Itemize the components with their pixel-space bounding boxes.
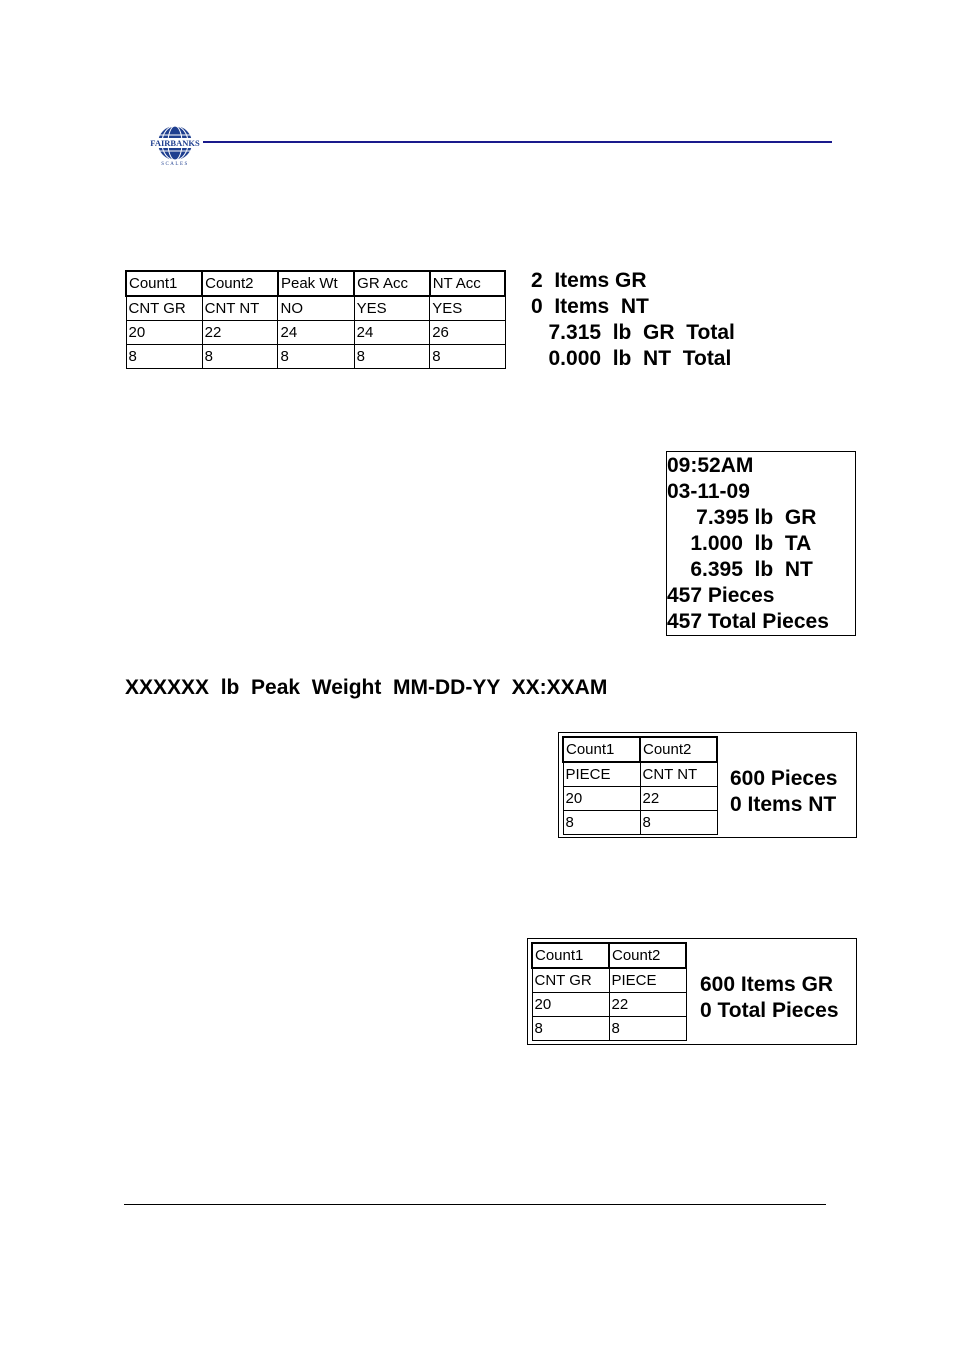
table-cell: 24 [278,321,354,345]
table-header-cell: Peak Wt [278,271,354,296]
ticket-total-pieces: 457 Total Pieces [667,610,829,633]
table-row [126,345,505,369]
output-line: 7.315 lb GR Total [531,321,735,344]
fairbanks-logo [143,124,207,166]
table-cell: CNT NT [640,762,717,787]
setup-table-2 [562,736,718,835]
output-line: 600 Pieces [730,767,838,790]
setup-table-1 [125,270,506,369]
summary-output-3 [700,972,839,1024]
table-cell: 8 [609,1017,686,1041]
table-cell: 8 [354,345,430,369]
table-cell: 24 [354,321,430,345]
table-cell: 8 [532,1017,609,1041]
table-cell: 20 [563,787,640,811]
ticket-pieces: 457 Pieces [667,584,775,607]
logo-subtext: SCALES [161,162,189,166]
table-cell: 22 [202,321,278,345]
table-cell: 22 [640,787,717,811]
summary-output-2 [730,766,837,818]
ticket-date: 03-11-09 [667,480,750,503]
header-rule [203,141,832,143]
example-panel-3 [527,938,857,1045]
table-header-cell: NT Acc [430,271,505,296]
table-cell: CNT GR [532,968,609,993]
table-cell: 26 [430,321,505,345]
table-header-cell: Count2 [609,943,686,968]
footer-rule [124,1204,826,1205]
ticket-lines [667,453,829,635]
peak-weight-format: XXXXXX lb Peak Weight MM-DD-YY XX:XXAM [125,676,608,699]
table-cell: 8 [126,345,202,369]
example-panel-2 [558,732,857,838]
table-cell: NO [278,296,354,321]
output-line: 600 Items GR [700,973,834,996]
table-cell: PIECE [563,762,640,787]
table-cell: CNT NT [202,296,278,321]
table-cell: 8 [278,345,354,369]
setup-table-3 [531,942,687,1041]
table-row [532,993,686,1017]
table-header-cell: Count1 [563,737,640,762]
table-cell: 22 [609,993,686,1017]
ticket-tare: 1.000 lb TA [667,532,812,555]
table-header-cell: Count1 [532,943,609,968]
table-row [532,968,686,993]
table-header-row [532,943,686,968]
table-row [532,1017,686,1041]
table-cell: YES [354,296,430,321]
table-cell: YES [430,296,505,321]
logo-text: FAIRBANKS [150,138,200,148]
table-cell: 8 [640,811,717,835]
output-line: 0 Items NT [531,295,649,318]
output-line: 2 Items GR [531,269,647,292]
output-line: 0.000 lb NT Total [531,347,732,370]
ticket-printout [666,451,856,636]
summary-output-1 [531,268,735,372]
table-row [126,321,505,345]
table-header-cell: Count2 [640,737,717,762]
table-header-cell: Count2 [202,271,278,296]
ticket-time: 09:52AM [667,454,754,477]
table-row [563,762,717,787]
table-row [563,811,717,835]
table-cell: 20 [126,321,202,345]
ticket-gross: 7.395 lb GR [667,506,817,529]
ticket-net: 6.395 lb NT [667,558,813,581]
table-cell: 8 [430,345,505,369]
table-cell: PIECE [609,968,686,993]
table-header-cell: Count1 [126,271,202,296]
table-header-row [126,271,505,296]
table-row [126,296,505,321]
table-header-row [563,737,717,762]
table-cell: 8 [202,345,278,369]
table-row [563,787,717,811]
output-line: 0 Items NT [730,793,837,816]
table-cell: 20 [532,993,609,1017]
output-line: 0 Total Pieces [700,999,839,1022]
table-cell: CNT GR [126,296,202,321]
table-cell: 8 [563,811,640,835]
table-header-cell: GR Acc [354,271,430,296]
